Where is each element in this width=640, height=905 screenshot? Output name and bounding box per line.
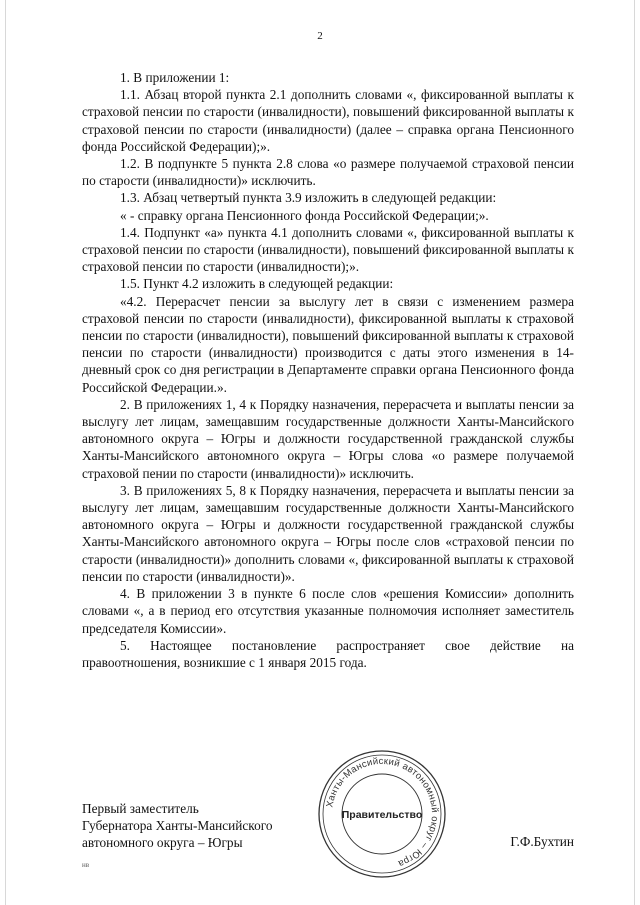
paragraph-1-5: 1.5. Пункт 4.2 изложить в следующей редакции: — [120, 276, 394, 292]
seal-ring-text: Ханты-Мансийский автономный округ – Югра — [324, 755, 441, 870]
signatory-name: Г.Ф.Бухтин — [510, 834, 574, 849]
official-seal — [315, 747, 449, 881]
page-number: 2 — [317, 30, 323, 42]
paragraph-1: 1. В приложении 1: — [120, 70, 230, 85]
paragraph-3: 3. В приложениях 5, 8 к Порядку назначения, перерасчета и выплаты пенсии за выслугу лет лицам, замещавшим государственные должности Ханты-Мансийского автономного округа – Югры и должности государственной гражданской службы Ханты-Мансийского автономного округа – Югры после слов «страховой пенсии по старости (инвалидности)» дополнить словами «, фиксированной выплаты к страховой пенсии по старости (инвалидности)». — [82, 482, 574, 584]
scan-edge-right — [634, 0, 635, 905]
paragraph-1-3: 1.3. Абзац четвертый пункта 3.9 изложить в следующей редакции: — [120, 190, 497, 206]
paragraph-2: 2. В приложениях 1, 4 к Порядку назначения, перерасчета и выплаты пенсии за выслугу лет лицам, замещавшим государственные должности Ханты-Мансийского автономного округа – Югры и должности государственной гражданской службы Ханты-Мансийского автономного округа – Югры слова «о размере получаемой страховой пении по старости (инвалидности)» исключить. — [82, 396, 574, 481]
signature-block — [82, 800, 273, 851]
paragraph-1-4: 1.4. Подпункт «а» пункта 4.1 дополнить словами «, фиксированной выплаты к страховой пенсии по старости (инвалидности), повышений фиксированной выплаты к страховой пенсии по старости (инвалидности);». — [82, 224, 574, 275]
paragraph-1-1: 1.1. Абзац второй пункта 2.1 дополнить словами «, фиксированной выплаты к страховой пенсии по старости (инвалидности), повышений фиксированной выплаты к страховой пенсии по старости (инвалидности) (далее – справка органа Пенсионного фонда Российской Федерации);». — [82, 87, 574, 154]
paragraph-5: 5. Настоящее постановление распространяет свое действие на правоотношения, возникшие с 1 января 2015 года. — [82, 637, 574, 670]
signatory-position-line1: Первый заместитель — [82, 801, 199, 816]
document-body — [82, 69, 574, 671]
executor-mark: нв — [82, 861, 90, 869]
scan-edge-left — [5, 0, 6, 905]
paragraph-4-2-text: «4.2. Перерасчет пенсии за выслугу лет в связи с изменением размера страховой пенсии по старости (инвалидности), фиксированной выплаты к страховой пенсии по старости (инвалидности), повышений фиксированной выплаты к страховой пенсии по старости (инвалидности) производится с даты этого изменения в 14-дневный срок со дня регистрации в Департаменте справки органа Пенсионного фонда Российской Федерации.». — [82, 293, 574, 395]
paragraph-1-3-text: « - справку органа Пенсионного фонда Российской Федерации;». — [120, 207, 489, 223]
paragraph-1-2: 1.2. В подпункте 5 пункта 2.8 слова «о размере получаемой страховой пенсии по старости (инвалидности)» исключить. — [82, 156, 574, 189]
paragraph-4: 4. В приложении 3 в пункте 6 после слов «решения Комиссии» дополнить словами «, а в период его отсутствия указанные полномочия исполняет заместитель председателя Комиссии». — [82, 586, 574, 636]
signatory-position-line3: автономного округа – Югры — [82, 835, 243, 850]
signatory-position-line2: Губернатора Ханты-Мансийского — [82, 818, 273, 833]
seal-center-text: Правительство — [341, 809, 423, 821]
